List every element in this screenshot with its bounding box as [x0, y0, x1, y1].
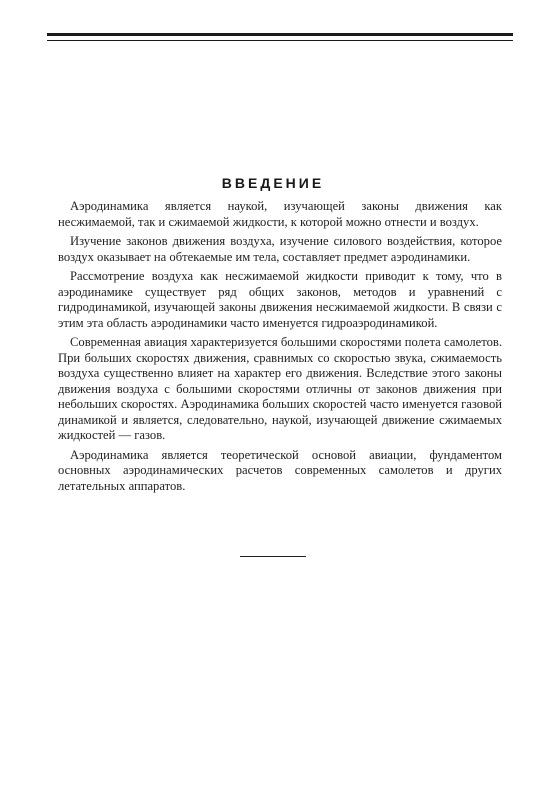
paragraph-1: Аэродинамика является наукой, изучающей законы движения как несжимаемой, так и сжимаемой жидкости, к которой можно отнести и воздух. [58, 199, 502, 229]
paragraph-5: Аэродинамика является теоретической основой авиации, фундаментом основных аэродинамических расчетов современных самолетов и других летательных аппаратов. [58, 447, 502, 493]
body-text [58, 199, 502, 498]
top-rule-thin [47, 40, 513, 41]
section-end-rule [240, 556, 306, 557]
paragraph-4: Современная авиация характеризуется большими скоростями полета самолетов. При больших скоростях движения, сравнимых со скоростью звука, сжимаемость воздуха существенно влияет на характер его движения. Вследствие этого законы движения воздуха с большими скоростями отличны от законов движения при небольших скоростях. Аэродинамика больших скоростей часто именуется газовой динамикой и является, следовательно, наукой, изучающей движение сжимаемых жидкостей — газов. [58, 335, 502, 442]
top-rule-thick [47, 33, 513, 36]
paragraph-3: Рассмотрение воздуха как несжимаемой жидкости приводит к тому, что в аэродинамике существует ряд общих законов, методов и уравнений с гидродинамикой, изучающей законы движения несжимаемой жидкости. В связи с этим эта область аэродинамики часто именуется гидроаэродинамикой. [58, 269, 502, 330]
paragraph-2: Изучение законов движения воздуха, изучение силового воздействия, которое воздух оказывает на обтекаемые им тела, составляет предмет аэродинамики. [58, 234, 502, 264]
section-heading: ВВЕДЕНИЕ [221, 175, 325, 191]
